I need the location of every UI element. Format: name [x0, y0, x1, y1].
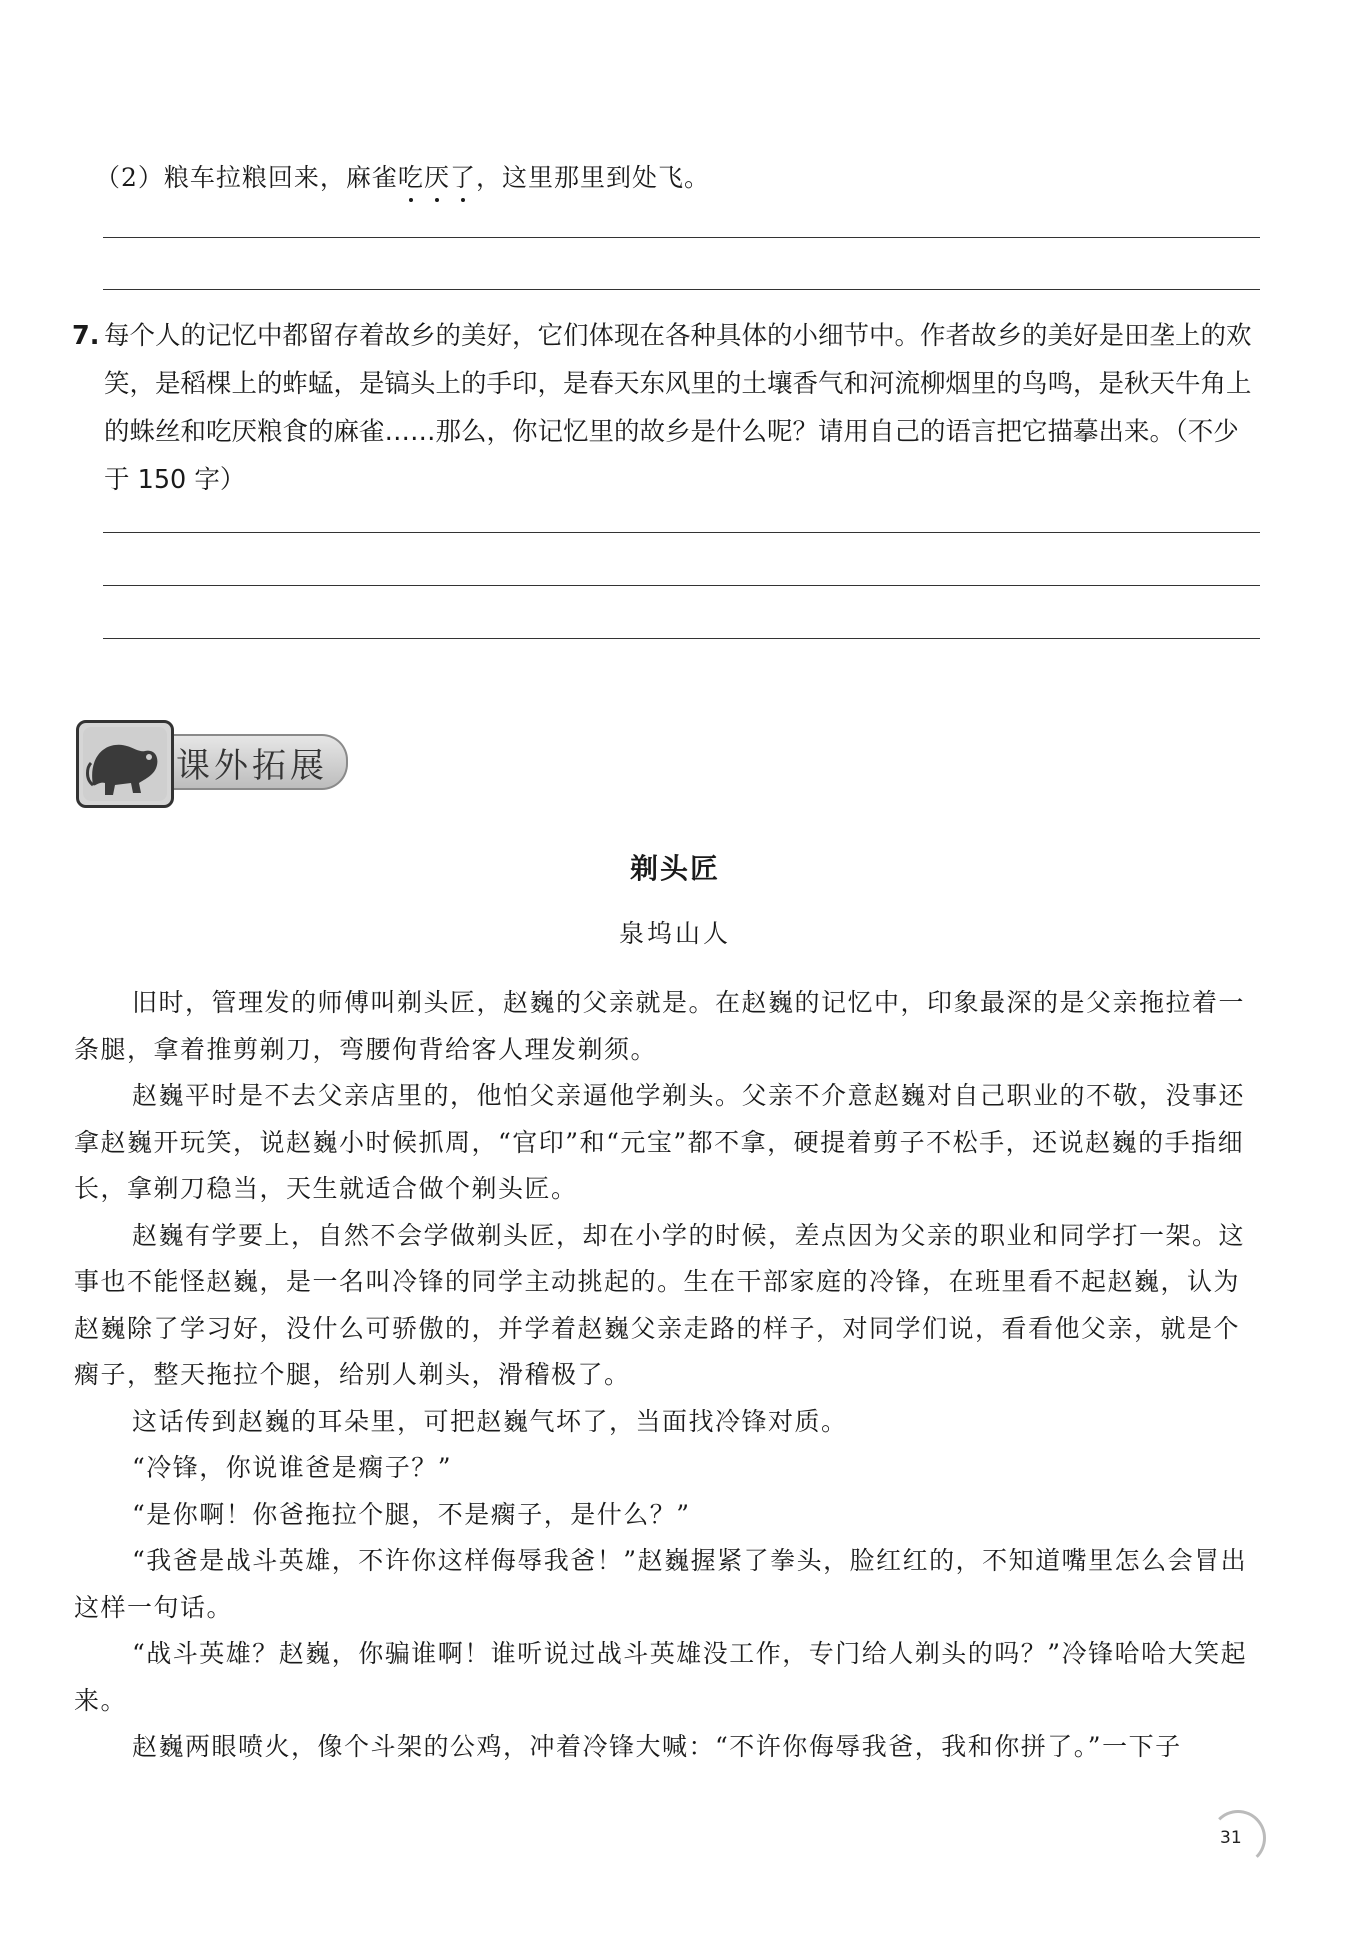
paragraph: 赵巍平时是不去父亲店里的，他怕父亲逼他学剃头。父亲不介意赵巍对自己职业的不敬，没事还拿赵巍开玩笑，说赵巍小时候抓周，“官印”和“元宝”都不拿，硬提着剪子不松手，还说赵巍的手指细长，拿剃刀稳当，天生就适合做个剃头匠。 [74, 1081, 1246, 1203]
question-7 [72, 312, 1262, 504]
paragraph: “冷锋，你说谁爸是瘸子？” [132, 1453, 453, 1482]
emphasis-char: 了 [450, 163, 476, 192]
emphasis-char: 厌 [424, 163, 450, 192]
paragraph: 旧时，管理发的师傅叫剃头匠，赵巍的父亲就是。在赵巍的记忆中，印象最深的是父亲拖拉着一条腿，拿着推剪剃刀，弯腰佝背给客人理发剃须。 [74, 988, 1246, 1064]
section-label: 课外拓展 [176, 746, 328, 786]
monkey-icon [76, 720, 174, 808]
answer-line[interactable] [103, 237, 1260, 238]
answer-line[interactable] [103, 289, 1260, 290]
paragraph: 赵巍有学要上，自然不会学做剃头匠，却在小学的时候，差点因为父亲的职业和同学打一架。这事也不能怪赵巍，是一名叫冷锋的同学主动挑起的。生在干部家庭的冷锋，在班里看不起赵巍，认为赵巍除了学习好，没什么可骄傲的，并学着赵巍父亲走路的样子，对同学们说，看看他父亲，就是个瘸子，整天拖拉个腿，给别人剃头，滑稽极了。 [74, 1220, 1246, 1389]
answer-line[interactable] [103, 638, 1260, 639]
section-header [76, 712, 356, 808]
question-2-suffix: ，这里那里到处飞。 [475, 163, 710, 192]
paragraph: 赵巍两眼喷火，像个斗架的公鸡，冲着冷锋大喊：“不许你侮辱我爸，我和你拼了。”一下子 [132, 1732, 1182, 1761]
question-number: 7. [72, 321, 100, 351]
paragraph: “我爸是战斗英雄，不许你这样侮辱我爸！”赵巍握紧了拳头，脸红红的，不知道嘴里怎么会冒出这样一句话。 [74, 1546, 1248, 1622]
article-body [74, 980, 1260, 1771]
answer-line[interactable] [103, 532, 1260, 533]
page-number: 31 [1220, 1828, 1242, 1848]
emphasis-char: 吃 [398, 163, 424, 192]
article-author: 泉坞山人 [618, 919, 731, 948]
answer-line[interactable] [103, 585, 1260, 586]
question-2 [95, 158, 710, 194]
paragraph: “战斗英雄？赵巍，你骗谁啊！谁听说过战斗英雄没工作，专门给人剃头的吗？”冷锋哈哈大笑起来。 [74, 1639, 1248, 1715]
page-number-badge [1210, 1810, 1264, 1864]
paragraph: 这话传到赵巍的耳朵里，可把赵巍气坏了，当面找冷锋对质。 [132, 1406, 848, 1436]
question-7-text: 每个人的记忆中都留存着故乡的美好，它们体现在各种具体的小细节中。作者故乡的美好是田垄上的欢笑，是稻棵上的蚱蜢，是镐头上的手印，是春天东风里的土壤香气和河流柳烟里的鸟鸣，是秋天牛角上的蛛丝和吃厌粮食的麻雀……那么，你记忆里的故乡是什么呢？请用自己的语言把它描摹出来。（不少于 150 字） [104, 321, 1252, 495]
paragraph: “是你啊！你爸拖拉个腿，不是瘸子，是什么？” [132, 1499, 691, 1529]
question-2-prefix: （2）粮车拉粮回来，麻雀 [95, 163, 398, 192]
article-title: 剃头匠 [629, 852, 720, 885]
